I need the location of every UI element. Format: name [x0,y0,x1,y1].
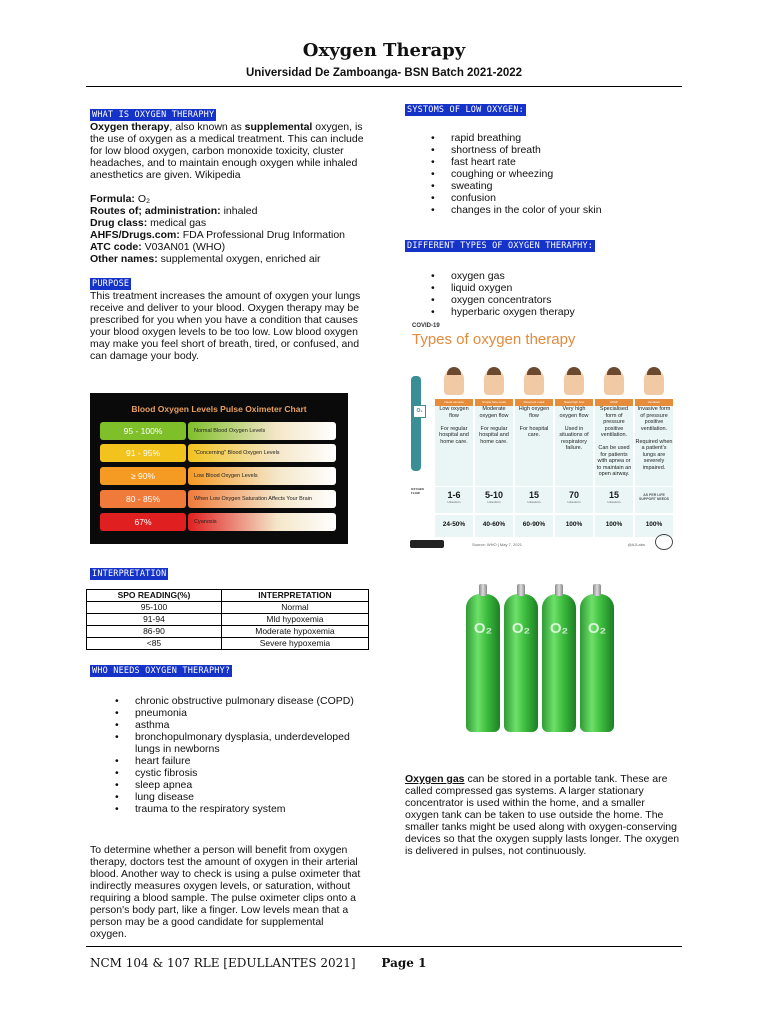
fraction-value: 100% [565,521,583,528]
oxygen-tank-icon [411,376,421,471]
table-cell: 86-90 [87,626,222,638]
cylinder-label: O₂ [587,620,607,637]
list-item: • asthma [135,719,360,731]
list-item: • changes in the color of your skin [451,204,680,216]
footer-rule [86,946,682,947]
patient-face-icon [484,369,504,395]
who-section [90,664,360,815]
fact-value: FDA Professional Drug Information [182,229,346,241]
interp-heading-wrap [90,567,168,580]
table-cell: Normal [221,602,368,614]
purpose-heading: PURPOSE [92,279,130,289]
table-cell: Moderate hypoxemia [221,626,368,638]
flow-unit: Litres/min [487,500,501,504]
table-cell: 91-94 [87,614,222,626]
therapy-column [555,365,593,540]
fact-label: Drug class: [90,217,151,229]
oxygen-cylinder-icon [580,594,614,732]
pulse-value: 80 - 85% [100,490,186,508]
fact-label: Formula: [90,193,138,205]
therapy-head: Nasal cannula [435,399,473,406]
flow-cell [435,487,473,513]
oxygen-therapy-infographic [407,320,677,552]
table-row [87,626,369,638]
interp-heading: INTERPRETATION [92,569,167,579]
patient-face-icon [644,369,664,395]
list-item: • oxygen gas [451,270,680,282]
fraction-cell [435,515,473,537]
footer-page-number: Page 1 [381,956,427,970]
gas-text: can be stored in a portable tank. These are called compressed gas systems. A larger stationary concentrator is used within the home, and a smaller oxygen tank can be taken to use outside the home. The smaller tanks might be used along with oxygen-conserving devices so that the oxygen supply lasts longer. The oxygen is delivered in pulses, not continuously. [405,773,680,857]
patient-face-icon [564,369,584,395]
therapy-head: Reservoir mask [515,399,553,406]
gas-section [405,773,680,857]
pulse-row [100,444,336,462]
intro-bold-2: supplemental [244,121,313,133]
therapy-head: Nasal high flow [555,399,593,406]
pulse-row [100,513,336,531]
oxygen-flow-label: OXYGEN FLOW [411,487,424,495]
flow-unit: Litres/min [447,500,461,504]
therapy-desc: Specialised form of pressure positive ventilation. Can be used for patients with apnea or to maintain an open airway. [595,406,633,486]
gas-bold: Oxygen gas [405,773,465,785]
list-item: • coughing or wheezing [451,168,680,180]
page-footer [90,956,426,970]
fact-item [90,193,365,205]
fraction-value: 100% [605,521,623,528]
flow-value: 15 [528,490,539,500]
pulse-desc: Low Blood Oxygen Levels [188,467,336,485]
fact-item [90,205,365,217]
therapy-head: CPAP [595,399,633,406]
pulse-value: 91 - 95% [100,444,186,462]
cylinder-label: O₂ [511,620,531,637]
gas-paragraph [405,773,680,857]
determine-paragraph: To determine whether a person will benefit from oxygen therapy, doctors test the amount of oxygen in their arterial blood. Another way to check is using a pulse oximeter that indirectly measures oxygen levels, or saturation, without requiring a blood sample. The pulse oximeter clips onto a person's body part, like a finger. Low levels mean that a person may be a good candidate for supplemental oxygen. [90,844,361,940]
pulse-chart-title: Blood Oxygen Levels Pulse Oximeter Chart [131,404,307,414]
fact-value: inhaled [223,205,258,217]
valve-icon [479,584,487,596]
therapy-desc: Invasive form of pressure positive ventilation. Required when a patient's lungs are severely impaired. [635,406,673,486]
what-heading: WHAT IS OXYGEN THERAPHY [92,110,215,120]
page-title: Oxygen Therapy [302,40,466,61]
table-header-row [87,590,369,602]
types-section [405,239,680,318]
pulse-row [100,467,336,485]
fraction-cell [515,515,553,537]
fact-item [90,253,365,265]
flow-unit: Litres/min [607,500,621,504]
who-heading: WHO NEEDS OXYGEN THERAPHY? [92,666,231,676]
pulse-oximeter-chart [90,393,348,544]
o2-icon: O₂ [413,405,426,418]
intro-paragraph [90,121,365,181]
cylinder-label: O₂ [473,620,493,637]
therapy-column [595,365,633,540]
infographic-title: Types of oxygen therapy [412,331,576,348]
pulse-desc: Cyanosis [188,513,336,531]
list-item: • hyperbaric oxygen therapy [451,306,680,318]
list-item: • pneumonia [135,707,360,719]
fact-value: V03AN01 (WHO) [144,241,226,253]
oxygen-cylinders-image [466,584,618,734]
flow-value: 15 [608,490,619,500]
fact-item [90,229,365,241]
facts-list [90,193,365,265]
intro-text-1: , also known as [169,121,245,133]
pulse-value: 67% [100,513,186,531]
therapy-column [635,365,673,540]
list-item: • sleep apnea [135,779,360,791]
fraction-value: 40-60% [482,521,506,528]
fraction-cell [555,515,593,537]
intro-text-2: oxygen, is the use of oxygen as a medical treatment. This can include for low blood oxygen, carbon monoxide toxicity, cluster headaches, and to maintain enough oxygen while inhaled anesthetics are given. Wikipedia [90,121,364,181]
intro-bold-1: Oxygen therapy [90,121,170,133]
list-item: • fast heart rate [451,156,680,168]
fraction-value: 100% [645,521,663,528]
footer-course: NCM 104 & 107 RLE [EDULLANTES 2021] [90,956,356,970]
table-row [87,614,369,626]
header-rule [86,86,682,87]
fraction-cell [595,515,633,537]
list-item: • bronchopulmonary dysplasia, underdeveloped lungs in newborns [135,731,360,755]
table-cell: Severe hypoxemia [221,638,368,650]
patient-face-icon [604,369,624,395]
therapy-desc: Very high oxygen flow Used in situations of respiratory failure. [555,406,593,486]
therapy-column [515,365,553,540]
fact-value: supplemental oxygen, enriched air [160,253,321,265]
fact-value: O₂ [137,193,151,205]
flow-cell [635,487,673,513]
types-heading: DIFFERENT TYPES OF OXYGEN THERAPHY: [407,241,594,251]
flow-cell [555,487,593,513]
list-item: • sweating [451,180,680,192]
flow-cell [595,487,633,513]
flow-cell [515,487,553,513]
pulse-desc: "Concerning" Blood Oxygen Levels [188,444,336,462]
page-subtitle: Universidad De Zamboanga- BSN Batch 2021-2022 [245,67,523,79]
pulse-value: 95 - 100% [100,422,186,440]
list-item: • heart failure [135,755,360,767]
valve-icon [555,584,563,596]
oxygen-cylinder-icon [504,594,538,732]
list-item: • liquid oxygen [451,282,680,294]
infographic-credit: @AJLabs [627,542,645,547]
flow-cell [475,487,513,513]
pulse-desc: Normal Blood Oxygen Levels [188,422,336,440]
table-cell: Mld hypoxemia [221,614,368,626]
list-item: • rapid breathing [451,132,680,144]
list-item: • trauma to the respiratory system [135,803,360,815]
therapy-desc: Low oxygen flow For regular hospital and home care. [435,406,473,486]
list-item: • oxygen concentrators [451,294,680,306]
fraction-value: 24-50% [442,521,466,528]
flow-unit: Litres/min [527,500,541,504]
determine-section [90,844,362,940]
flow-value: 70 [568,490,579,500]
pulse-desc: When Low Oxygen Saturation Affects Your Brain [188,490,336,508]
purpose-paragraph: This treatment increases the amount of oxygen your lungs receive and deliver to your blood. Oxygen therapy may be prescribed for you when you have a condition that causes your blood oxygen levels to be too low. Low blood oxygen may make you feel short of breath, tired, or confused, and can damage your body. [90,290,361,362]
patient-face-icon [524,369,544,395]
systems-heading: SYSTOMS OF LOW OXYGEN: [407,105,524,115]
fact-label: Other names: [90,253,161,265]
cylinder-label: O₂ [549,620,569,637]
table-cell: 95-100 [87,602,222,614]
creative-commons-icon [410,540,444,548]
oxygen-cylinder-icon [542,594,576,732]
types-list [405,270,680,318]
fact-label: AHFS/Drugs.com: [90,229,183,241]
valve-icon [593,584,601,596]
therapy-desc: Moderate oxygen flow For regular hospital and home care. [475,406,513,486]
fact-item [90,241,365,253]
who-list [90,695,360,815]
left-column [90,108,365,362]
therapy-head: Ventilator [635,399,673,406]
pulse-row [100,490,336,508]
infographic-covid-label: COVID-19 [412,323,440,329]
fraction-value: 60-90% [522,521,546,528]
interpretation-table [86,589,369,650]
list-item: • cystic fibrosis [135,767,360,779]
aljazeera-logo-icon [655,534,673,550]
flow-unit: Litres/min [567,500,581,504]
therapy-head: Simple face mask [475,399,513,406]
table-row [87,638,369,650]
infographic-source: Source: WHO | May 7, 2021 [472,542,522,547]
list-item: • lung disease [135,791,360,803]
therapy-column [475,365,513,540]
pulse-row [100,422,336,440]
table-header: INTERPRETATION [221,590,368,602]
fact-item [90,217,365,229]
fact-value: medical gas [150,217,207,229]
fact-label: Routes of; administration: [90,205,224,217]
therapy-column [435,365,473,540]
systems-list [405,132,680,216]
oxygen-cylinder-icon [466,594,500,732]
list-item: • shortness of breath [451,144,680,156]
flow-value: AS PER LIFE SUPPORT NEEDS [639,493,669,501]
infographic-footer [410,540,675,550]
table-row [87,602,369,614]
systems-section [405,103,680,216]
valve-icon [517,584,525,596]
pulse-value: ≥ 90% [100,467,186,485]
fact-label: ATC code: [90,241,145,253]
fraction-cell [475,515,513,537]
list-item: • chronic obstructive pulmonary disease (COPD) [135,695,360,707]
table-header: SPO READING(%) [87,590,222,602]
patient-face-icon [444,369,464,395]
flow-value: 5-10 [484,490,503,500]
list-item: • confusion [451,192,680,204]
therapy-desc: High oxygen flow For hospital care. [515,406,553,486]
flow-value: 1-6 [447,490,461,500]
table-cell: <85 [87,638,222,650]
